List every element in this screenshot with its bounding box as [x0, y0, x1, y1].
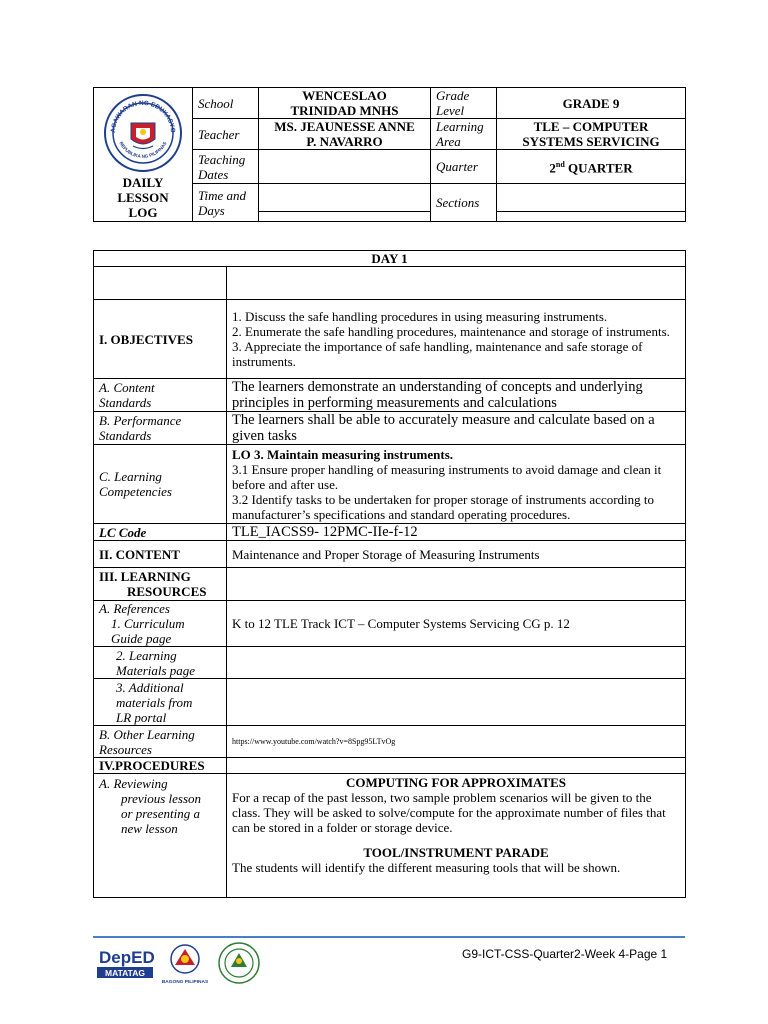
teacher-value: MS. JEAUNESSE ANNE P. NAVARRO	[259, 119, 431, 150]
time-days-value	[259, 184, 431, 222]
procedures-value	[227, 758, 686, 774]
deped-seal	[103, 93, 183, 173]
reviewing-value	[227, 774, 686, 898]
sections-label: Sections	[431, 184, 497, 222]
content-value: Maintenance and Proper Storage of Measuring Instruments	[227, 541, 686, 568]
daily-lesson-log-title: DAILY LESSON LOG	[117, 175, 169, 220]
grade-level-value: GRADE 9	[497, 88, 686, 119]
other-resources-link[interactable]: https://www.youtube.com/watch?v=8Spg95LTvOg	[227, 726, 686, 758]
seal-bottom-text: REPUBLIKA NG PILIPINAS	[118, 140, 168, 159]
blank-value-cell	[227, 267, 686, 300]
teaching-dates-label: Teaching Dates	[193, 150, 259, 184]
parade-title: TOOL/INSTRUMENT PARADE	[363, 845, 549, 860]
learning-area-label: Learning Area	[431, 119, 497, 150]
performance-standards-value: The learners shall be able to accurately measure and calculate based on a given tasks	[227, 412, 686, 445]
reviewing-label: A. Reviewing previous lesson or presenting a new lesson	[94, 774, 227, 898]
lc-code-value: TLE_IACSS9- 12PMC-IIe-f-12	[227, 524, 686, 541]
lc-code-label: LC Code	[94, 524, 227, 541]
parade-text: The students will identify the different measuring tools that will be shown.	[232, 860, 621, 875]
learning-area-value: TLE – COMPUTER SYSTEMS SERVICING	[497, 119, 686, 150]
blank-label-cell	[94, 267, 227, 300]
competency-item: 3.2 Identify tasks to be undertaken for proper storage of instruments according to manufacturer’s specifications and standard operating procedures.	[232, 491, 655, 522]
objectives-label: I. OBJECTIVES	[94, 300, 227, 379]
learning-materials-value	[227, 647, 686, 679]
school-seal	[219, 943, 259, 983]
footer-rule	[93, 936, 685, 938]
objective-item: 3. Appreciate the importance of safe handling, maintenance and safe storage of instruments.	[232, 339, 643, 369]
learning-materials-label: 2. Learning Materials page	[94, 647, 227, 679]
content-standards-label: A. Content Standards	[94, 379, 227, 412]
learning-resources-value	[227, 568, 686, 601]
curriculum-guide-value: K to 12 TLE Track ICT – Computer Systems Servicing CG p. 12	[227, 601, 686, 647]
teacher-label: Teacher	[193, 119, 259, 150]
other-resources-label: B. Other Learning Resources	[94, 726, 227, 758]
header-table	[93, 87, 686, 222]
competency-title: LO 3. Maintain measuring instruments.	[232, 446, 454, 462]
footer-logos	[95, 941, 275, 987]
seal-text: AGAWARAN NG EDUKASYO	[109, 99, 177, 134]
teaching-dates-value	[259, 150, 431, 184]
learning-competencies-label: C. Learning Competencies	[94, 445, 227, 524]
additional-materials-label: 3. Additional materials from LR portal	[94, 679, 227, 726]
deped-logo: DepED	[99, 948, 155, 967]
quarter-value: 2nd QUARTER	[497, 150, 686, 184]
additional-materials-value	[227, 679, 686, 726]
performance-standards-label: B. Performance Standards	[94, 412, 227, 445]
objectives-list	[227, 300, 686, 379]
grade-level-label: Grade Level	[431, 88, 497, 119]
content-label: II. CONTENT	[94, 541, 227, 568]
lesson-table	[93, 250, 686, 898]
objective-item: 1. Discuss the safe handling procedures in using measuring instruments.	[232, 309, 608, 324]
quarter-label: Quarter	[431, 150, 497, 184]
procedures-label: IV.PROCEDURES	[94, 758, 227, 774]
day-header: DAY 1	[94, 251, 686, 267]
objective-item: 2. Enumerate the safe handling procedures, maintenance and storage of instruments.	[232, 324, 670, 339]
review-text: For a recap of the past lesson, two sample problem scenarios will be given to the class. They will be asked to solve/compute for the approximate number of files that can be stored in a folder or storage device.	[232, 790, 666, 835]
page-label: G9-ICT-CSS-Quarter2-Week 4-Page 1	[462, 947, 668, 961]
school-label: School	[193, 88, 259, 119]
review-title: COMPUTING FOR APPROXIMATES	[345, 775, 567, 790]
learning-resources-label: III. LEARNING RESOURCES	[94, 568, 227, 601]
competency-item: 3.1 Ensure proper handling of measuring instruments to avoid damage and clean it before and after use.	[232, 461, 662, 492]
bagong-pilipinas-logo	[162, 945, 209, 985]
learning-competencies-value	[227, 445, 686, 524]
content-standards-value: The learners demonstrate an understanding of concepts and underlying principles in performing measurements and calculations	[227, 379, 686, 412]
matatag-logo: MATATAG	[105, 968, 145, 978]
references-label: A. References 1. Curriculum Guide page	[94, 601, 227, 647]
time-days-label: Time and Days	[193, 184, 259, 222]
sections-value	[497, 184, 686, 222]
logo-cell	[94, 88, 193, 222]
svg-text:BAGONG PILIPINAS: BAGONG PILIPINAS	[161, 980, 209, 985]
school-value: WENCESLAO TRINIDAD MNHS	[259, 88, 431, 119]
